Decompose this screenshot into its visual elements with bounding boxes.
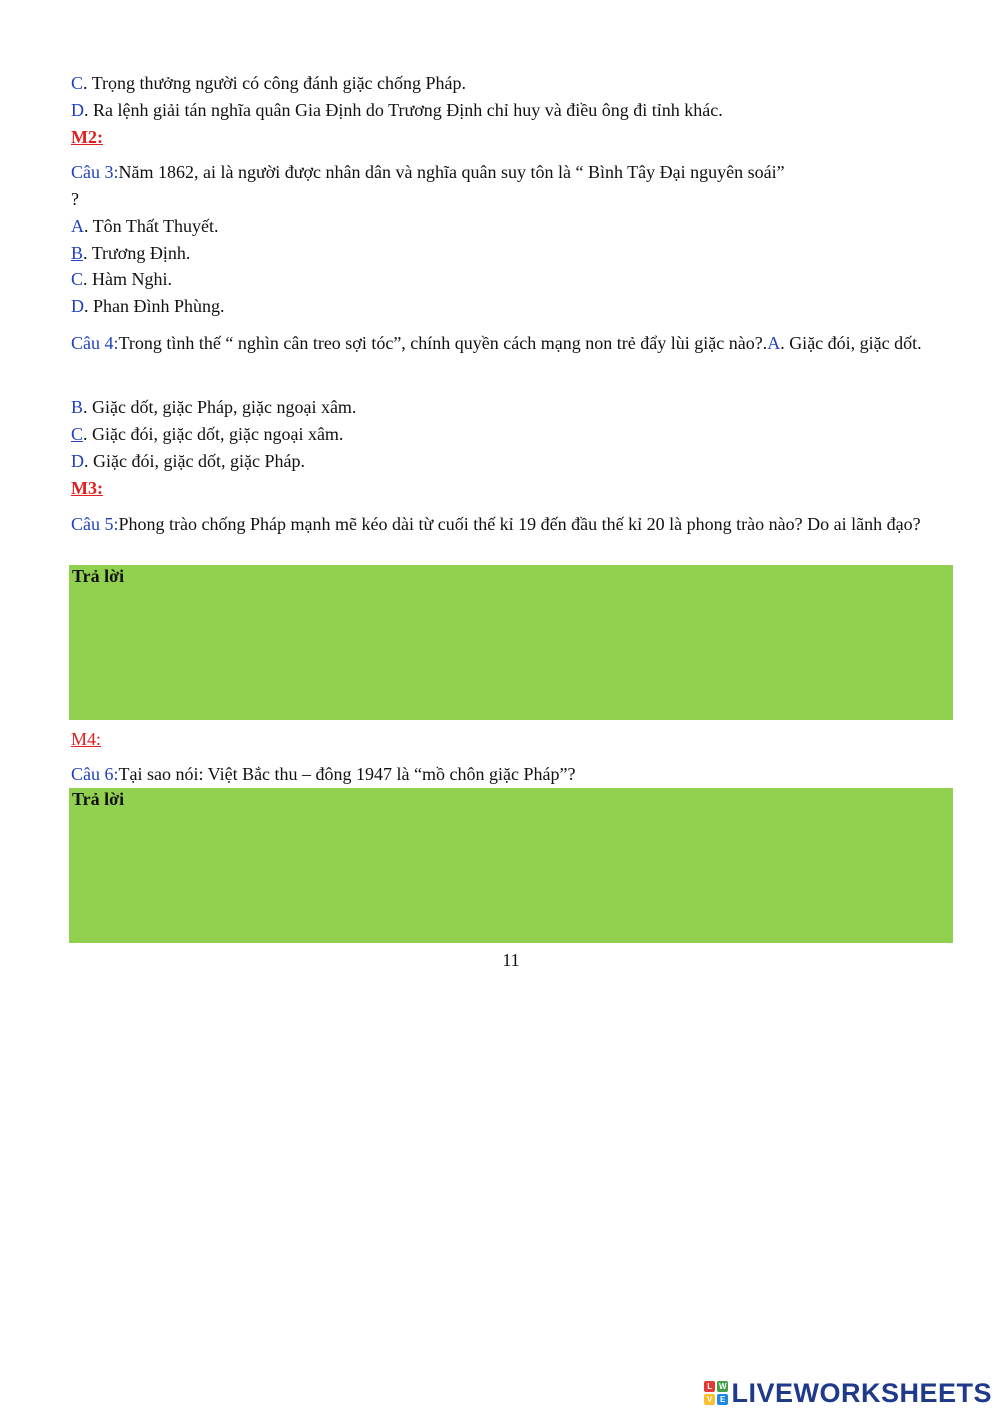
option-letter: D — [71, 451, 84, 471]
option-letter: D — [71, 100, 84, 120]
q3-option-a[interactable] — [71, 214, 219, 238]
question-4 — [71, 330, 953, 357]
question-text: Năm 1862, ai là người được nhân dân và nghĩa quân suy tôn là “ Bình Tây Đại nguyên soái” — [118, 162, 785, 182]
section-heading-m4: M4: — [71, 729, 102, 749]
question-5 — [71, 511, 953, 538]
option-letter: C — [71, 269, 84, 289]
logo-tile: L — [704, 1381, 715, 1392]
option-letter: C — [71, 424, 84, 444]
option-letter: A — [71, 216, 84, 236]
option-text: . Trọng thưởng người có công đánh giặc chống Pháp. — [83, 73, 467, 93]
option-text[interactable]: . Giặc đói, giặc dốt. — [780, 333, 922, 353]
question-label: Câu 4: — [71, 333, 119, 353]
option-letter: B — [71, 243, 84, 263]
answer-label: Trả lời — [72, 789, 125, 809]
watermark-text: LIVEWORKSHEETS — [731, 1377, 992, 1408]
q2-option-d — [71, 98, 723, 122]
option-text: . Hàm Nghi. — [83, 269, 173, 289]
option-text: . Giặc dốt, giặc Pháp, giặc ngoại xâm. — [83, 397, 357, 417]
answer-label: Trả lời — [72, 566, 125, 586]
question-3-continuation: ? — [71, 189, 79, 209]
question-label: Câu 6: — [71, 764, 119, 784]
liveworksheets-watermark — [704, 1378, 992, 1408]
question-text: Phong trào chống Pháp mạnh mẽ kéo dài từ cuối thế kỉ 19 đến đầu thế kỉ 20 là phong trào nào? Do ai lãnh đạo? — [118, 514, 921, 534]
page-number: 11 — [502, 950, 520, 970]
option-text: . Tôn Thất Thuyết. — [84, 216, 219, 236]
answer-box-q5[interactable] — [69, 565, 953, 720]
option-letter: C — [71, 73, 84, 93]
option-text: . Phan Đình Phùng. — [84, 296, 225, 316]
question-label: Câu 3: — [71, 162, 119, 182]
option-letter: B — [71, 397, 84, 417]
question-6 — [71, 762, 575, 786]
section-heading-m2: M2: — [71, 127, 103, 147]
q4-option-b[interactable] — [71, 395, 356, 419]
question-label: Câu 5: — [71, 514, 119, 534]
q3-option-c[interactable] — [71, 267, 172, 291]
section-heading-m3: M3: — [71, 478, 103, 498]
question-3 — [71, 160, 785, 184]
question-text: Trong tình thế “ nghìn cân treo sợi tóc”, chính quyền cách mạng non trẻ đẩy lùi giặc nào?. — [118, 333, 768, 353]
question-text: Tại sao nói: Việt Bắc thu – đông 1947 là “mồ chôn giặc Pháp”? — [118, 764, 576, 784]
q3-option-b[interactable] — [71, 241, 190, 265]
option-text: . Giặc đói, giặc dốt, giặc Pháp. — [84, 451, 305, 471]
logo-tile: E — [717, 1394, 728, 1405]
option-text: . Ra lệnh giải tán nghĩa quân Gia Định do Trương Định chỉ huy và điều ông đi tỉnh khác. — [84, 100, 723, 120]
q2-option-c — [71, 71, 466, 95]
answer-box-q6[interactable] — [69, 788, 953, 943]
logo-tile: V — [704, 1394, 715, 1405]
option-letter[interactable]: A — [767, 333, 781, 353]
option-text: . Trương Định. — [83, 243, 191, 263]
liveworksheets-logo-icon — [704, 1381, 728, 1405]
answer-input-q6[interactable] — [69, 814, 957, 946]
q4-option-d[interactable] — [71, 449, 305, 473]
option-letter: D — [71, 296, 84, 316]
logo-tile: W — [718, 1382, 727, 1391]
q3-option-d[interactable] — [71, 294, 225, 318]
q4-option-c[interactable] — [71, 422, 343, 446]
option-text: . Giặc đói, giặc dốt, giặc ngoại xâm. — [83, 424, 344, 444]
answer-input-q5[interactable] — [69, 591, 957, 723]
